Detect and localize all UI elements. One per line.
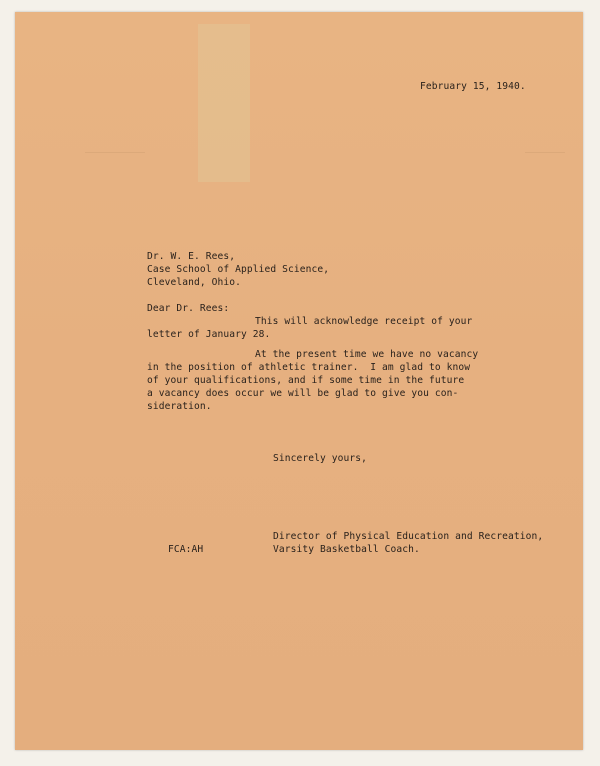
recipient-name: Dr. W. E. Rees, [147,251,236,262]
paragraph-2-line-5: sideration. [147,401,212,412]
letter-page [15,12,583,750]
typist-initials: FCA:AH [168,544,204,555]
paragraph-2-line-4: a vacancy does occur we will be glad to give you con- [147,388,459,399]
signature-title-1: Director of Physical Education and Recreation, [273,531,544,542]
paragraph-1-line-2: letter of January 28. [147,329,271,340]
letter-date: February 15, 1940. [420,81,526,92]
paragraph-1-line-1: This will acknowledge receipt of your [255,316,473,327]
paper-mark [525,152,565,153]
recipient-institution: Case School of Applied Science, [147,264,330,275]
paper-mark [85,152,145,153]
paragraph-2-line-2: in the position of athletic trainer. I am glad to know [147,362,471,373]
recipient-city: Cleveland, Ohio. [147,277,242,288]
closing: Sincerely yours, [273,453,368,464]
paragraph-2-line-3: of your qualifications, and if some time in the future [147,375,465,386]
signature-title-2: Varsity Basketball Coach. [273,544,420,555]
salutation: Dear Dr. Rees: [147,303,230,314]
tape-mark [198,24,250,182]
paragraph-2-line-1: At the present time we have no vacancy [255,349,479,360]
